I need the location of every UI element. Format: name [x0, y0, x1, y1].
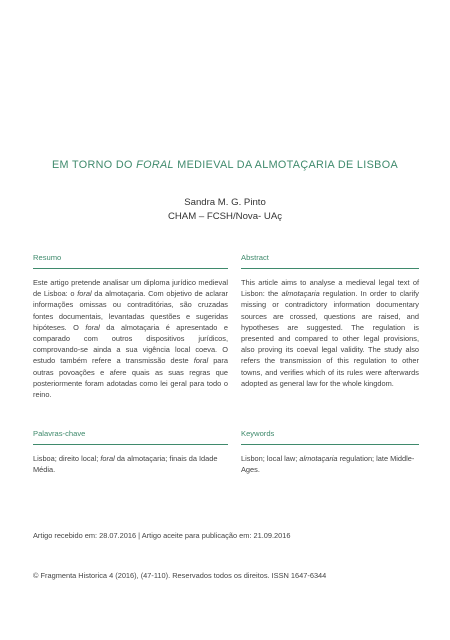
resumo-text-2: da almotaçaria. Com objetivo de aclarar informações omissas ou contraditórias, são cruzadas fontes documentais, levantadas questões e sugeridas hipóteses. O	[33, 289, 229, 332]
article-dates: Artigo recebido em: 28.07.2016 | Artigo aceite para publicação em: 21.09.2016	[33, 531, 291, 540]
title-part1: EM TORNO DO	[51, 159, 137, 171]
abstract-section	[241, 253, 419, 389]
keywords-section	[241, 429, 419, 475]
palavras-italic-1: foral	[100, 454, 115, 463]
resumo-text-3: da almotaçaria é apresentado e comparado com outros dispositivos jurídicos, comprovando-se ainda a sua vigência local coeva. O estudo também refere a transmissão deste	[33, 322, 228, 366]
abstract-italic-1: almotaçaria	[281, 289, 320, 299]
resumo-italic-3: foral	[193, 356, 209, 366]
copyright-notice: © Fragmenta Historica 4 (2016), (47-110). Reservados todos os direitos. ISSN 1647-6344	[33, 571, 327, 580]
resumo-heading: Resumo	[33, 253, 228, 269]
palavras-section	[33, 429, 228, 475]
resumo-italic-1: foral	[77, 289, 92, 299]
keywords-text-1: Lisbon; local law;	[241, 454, 300, 463]
resumo-text-4: para outras povoações e afere quais as suas regras que posteriormente foram adotadas como lei geral para todo o reino.	[33, 356, 228, 400]
abstract-heading: Abstract	[241, 253, 419, 269]
palavras-text-1: Lisboa; direito local;	[33, 454, 101, 463]
palavras-text	[33, 453, 228, 475]
resumo-text-1: Este artigo pretende analisar um diploma jurídico medieval de Lisboa: o	[33, 278, 228, 299]
article-title	[0, 159, 450, 171]
keywords-italic-1: almotaçaria	[299, 454, 338, 463]
abstract-text-1: This article aims to analyse a medieval legal text of Lisbon: the	[241, 278, 419, 299]
author-block	[0, 196, 450, 224]
palavras-text-2: da almotaçaria; finais da Idade Média.	[33, 454, 218, 475]
author-name: Sandra M. G. Pinto	[184, 197, 266, 208]
title-part2: MEDIEVAL DA ALMOTAÇARIA DE LISBOA	[173, 159, 399, 171]
resumo-text	[33, 277, 228, 400]
keywords-text-2: regulation; late Middle-Ages.	[241, 454, 415, 475]
palavras-heading: Palavras-chave	[33, 429, 228, 445]
resumo-italic-2: foral	[85, 322, 100, 332]
title-italic: FORAL	[136, 159, 174, 171]
keywords-heading: Keywords	[241, 429, 419, 445]
abstract-text-2: regulation. In order to clarify missing or contradictory information documentary sources are crossed, questions are raised, and hypotheses are suggested. The regulation is presented and compared to other legal provisions, also proving its coeval legal validity. The study also refers the transmission of this regulation to other towns, and verifies which of its rules were afterwards adopted as general law for the whole kingdom.	[241, 289, 419, 388]
keywords-text	[241, 453, 419, 475]
abstract-text	[241, 277, 419, 389]
author-affiliation: CHAM – FCSH/Nova- UAç	[167, 211, 283, 222]
resumo-section	[33, 253, 228, 400]
